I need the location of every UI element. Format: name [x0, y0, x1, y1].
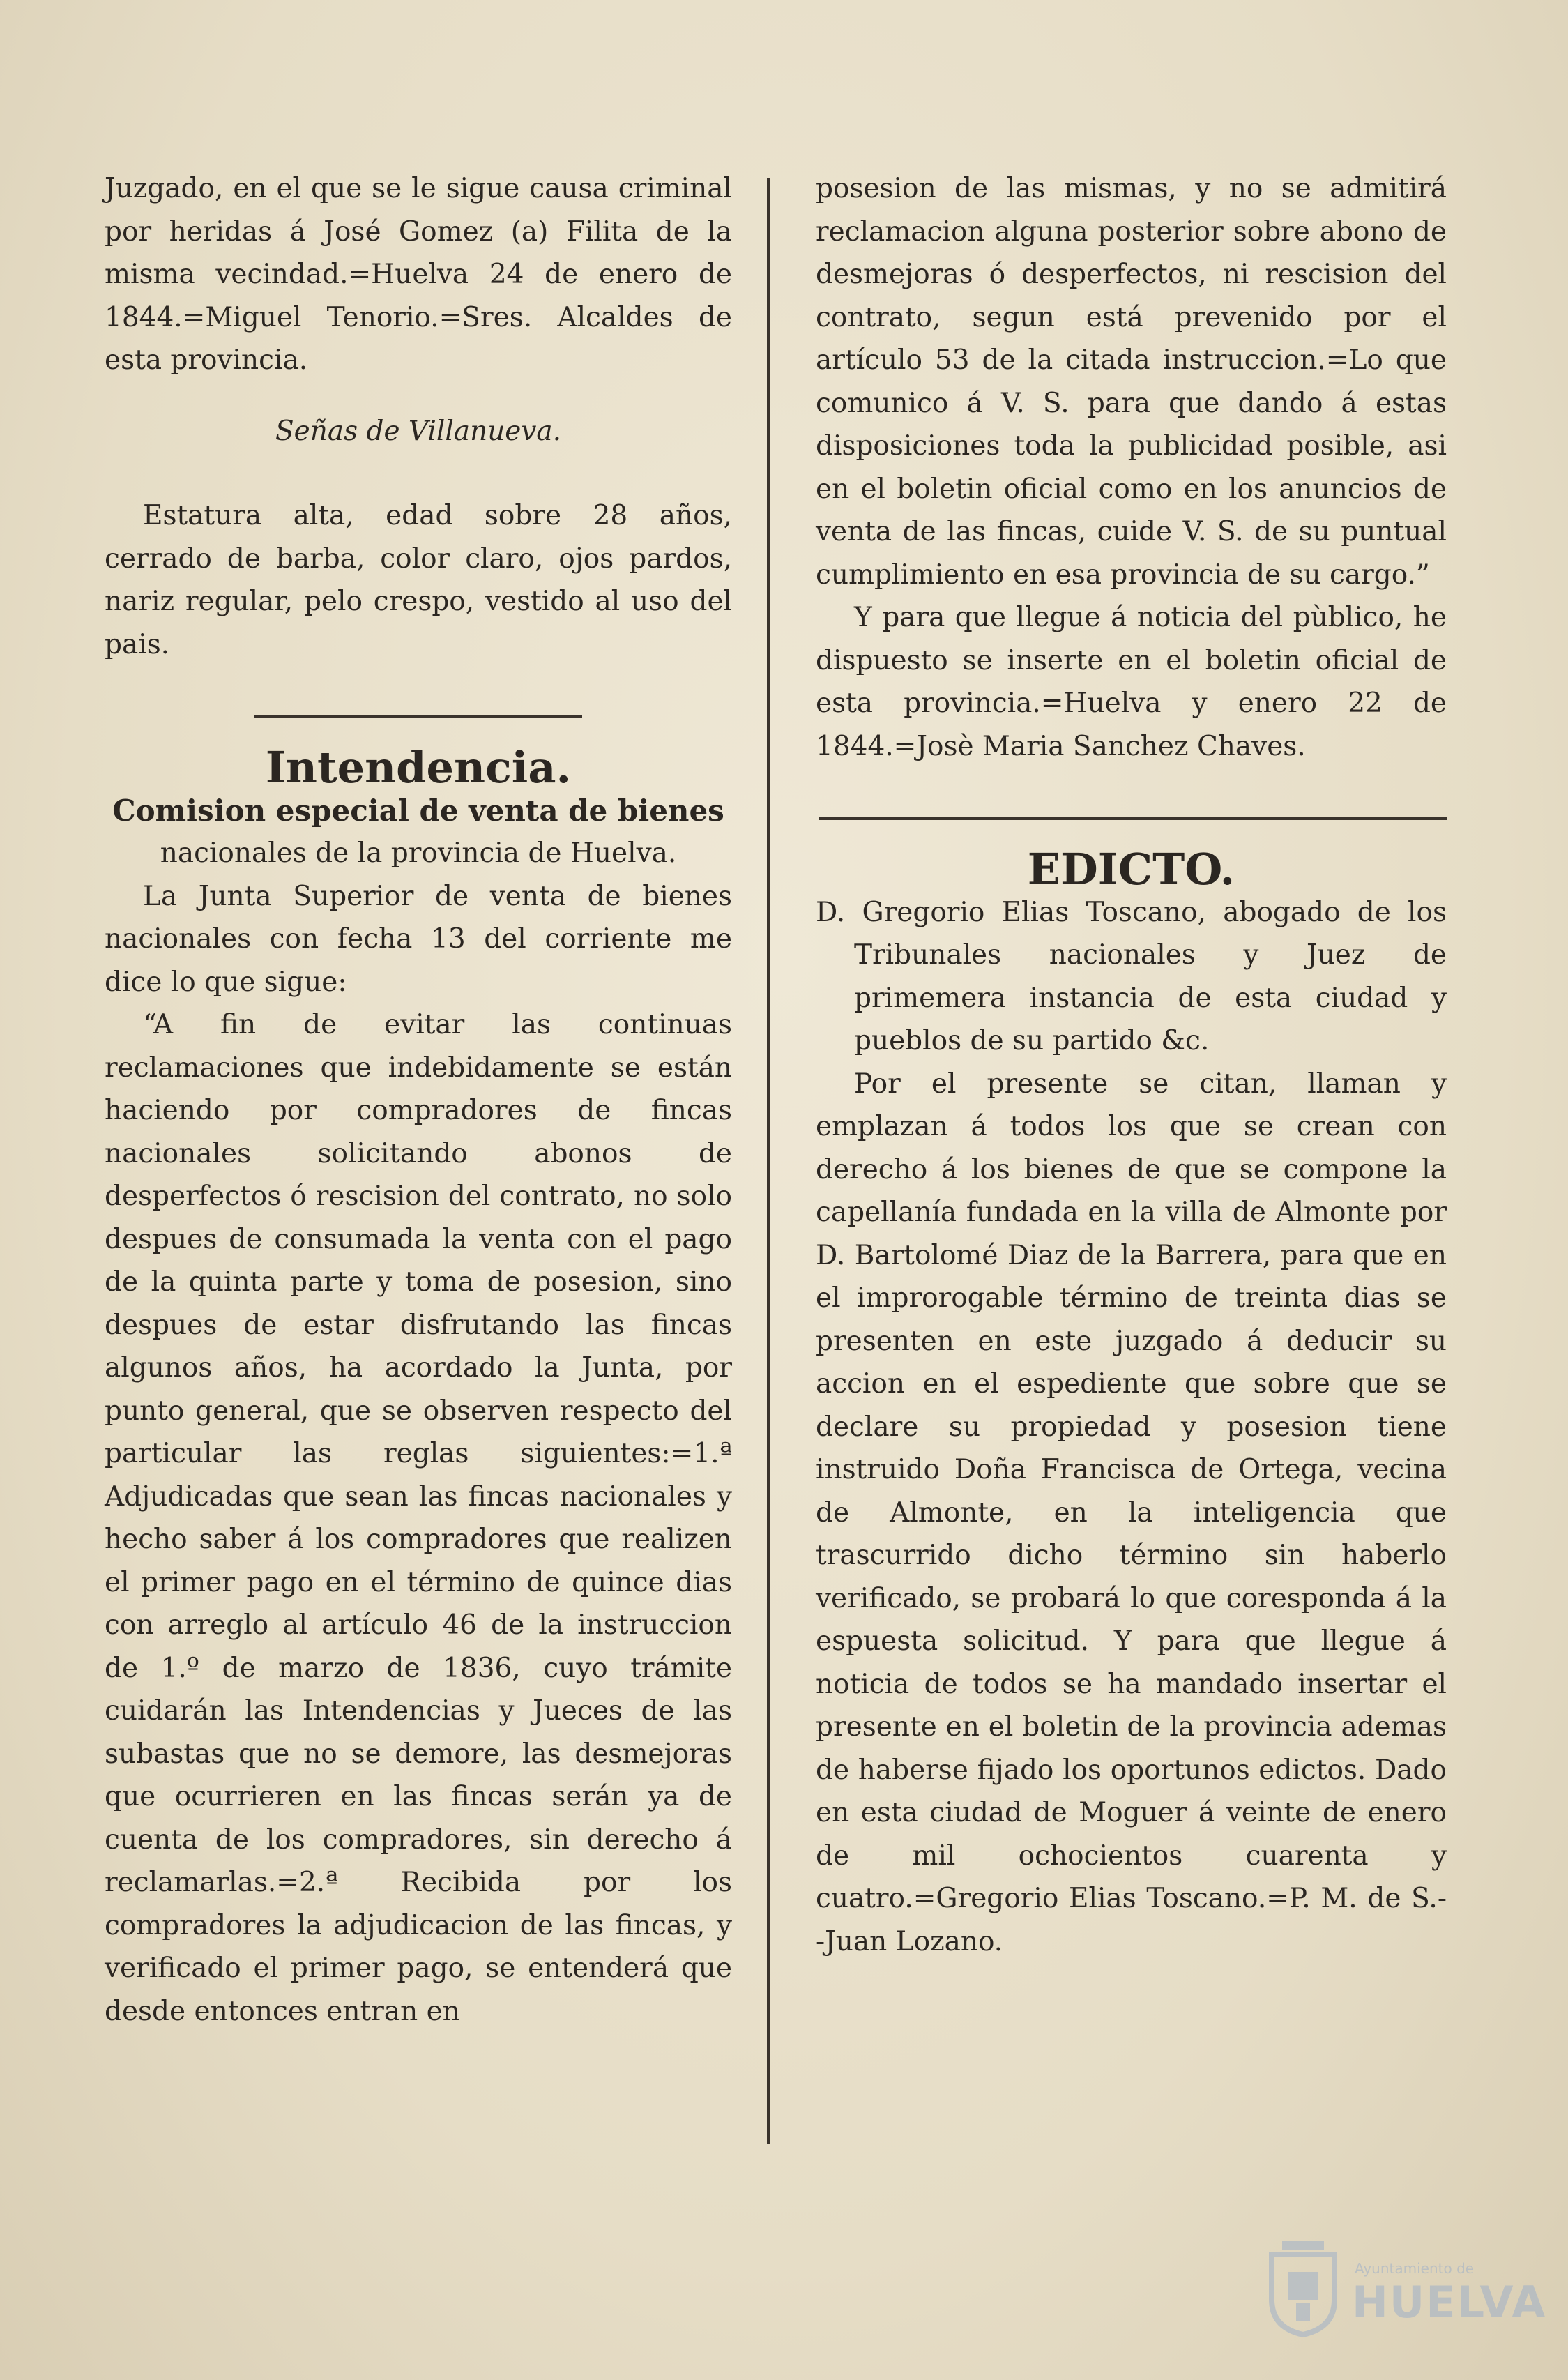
intro-paragraph: La Junta Superior de venta de bienes nacionales con fecha 13 del corriente me dice lo que sigue:: [105, 880, 732, 998]
column-divider: [767, 178, 770, 2144]
city-council-watermark: [1261, 2234, 1547, 2338]
edict-body: Por el presente se citan, llaman y emplazan á todos los que se crean con derecho á los bienes de que se compone la capellanía fundada en la villa de Almonte por D. Bartolomé Diaz de la Barrera, para que en el improrogable término de treinta dias se presenten en este juzgado á deducir su accion en el espediente que sobre que se declare su propiedad y posesion tiene instruido Doña Francisca de Ortega, vecina de Almonte, en la inteligencia que trascurrido dicho término sin haberlo verificado, se probará lo que coresponda á la espuesta solicitud. Y para que llegue á noticia de todos se ha mandado insertar el presente en el boletin de la provincia ademas de haberse fijado los oportunos edictos. Dado en esta ciudad de Moguer á veinte de enero de mil ochocientos cuarenta y cuatro.=Gregorio Elias Toscano.=P. M. de S.--Juan Lozano.: [816, 1068, 1447, 1957]
description-text: Estatura alta, edad sobre 28 años, cerrado de barba, color claro, ojos pardos, nariz regular, pelo crespo, vestido al uso del pais.: [105, 500, 732, 660]
shield-icon: [1261, 2234, 1345, 2338]
edict-heading: D. Gregorio Elias Toscano, abogado de los Tribunales nacionales y Juez de primemera instancia de esta ciudad y pueblos de su partido &c.: [816, 896, 1447, 1056]
right-column: [816, 167, 1447, 1963]
section-title: Intendencia.: [265, 742, 572, 793]
commission-heading: Comision especial de venta de bienes: [112, 793, 724, 828]
closing-paragraph: Y para que llegue á noticia del pùblico, he dispuesto se inserte en el boletin oficial de esta provincia.=Huelva y enero 22 de 1844.=Josè Maria Sanchez Chaves.: [816, 602, 1447, 762]
watermark-caption: Ayuntamiento de: [1355, 2260, 1475, 2277]
description-heading: Señas de Villanueva.: [275, 415, 562, 447]
watermark-city: HUELVA: [1352, 2277, 1547, 2328]
section-divider: [254, 715, 582, 718]
quote-paragraph: “A fin de evitar las continuas reclamaciones que indebidamente se están haciendo por compradores de fincas nacionales solicitando abonos de desperfectos ó rescision del contrato, no solo despues de consumada la venta con el pago de la quinta parte y toma de posesion, sino despues de estar disfrutando las fincas algunos años, ha acordado la Junta, por punto general, que se observen respecto del particular las reglas siguientes:=1.ª Adjudicadas que sean las fincas nacionales y hecho saber á los compradores que realizen el primer pago en el término de quince dias con arreglo al artículo 46 de la instruccion de 1.º de marzo de 1836, cuyo trámite cuidarán las Intendencias y Jueces de las subastas que no se demore, las desmejoras que ocurrieren en las fincas serán ya de cuenta de los compradores, sin derecho á reclamarlas.=2.ª Recibida por los compradores la adjudicacion de las fincas, y verificado el primer pago, se entenderá que desde entonces entran en: [105, 1009, 732, 2027]
left-column: [105, 167, 732, 2033]
opening-paragraph: Juzgado, en el que se le sigue causa criminal por heridas á José Gomez (a) Filita de la misma vecindad.=Huelva 24 de enero de 1844.=Miguel Tenorio.=Sres. Alcaldes de esta provincia.: [105, 173, 732, 376]
edict-divider: [819, 817, 1447, 820]
commission-subheading: nacionales de la provincia de Huelva.: [160, 837, 677, 869]
continuation-paragraph: posesion de las mismas, y no se admitirá reclamacion alguna posterior sobre abono de desmejoras ó desperfectos, ni rescision del contrato, segun está prevenido por el artículo 53 de la citada instruccion.=Lo que comunico á V. S. para que dando á estas disposiciones toda la publicidad posible, asi en el boletin oficial como en los anuncios de venta de las fincas, cuide V. S. de su puntual cumplimiento en esa provincia de su cargo.”: [816, 173, 1447, 591]
edict-title: EDICTO.: [1027, 844, 1235, 895]
